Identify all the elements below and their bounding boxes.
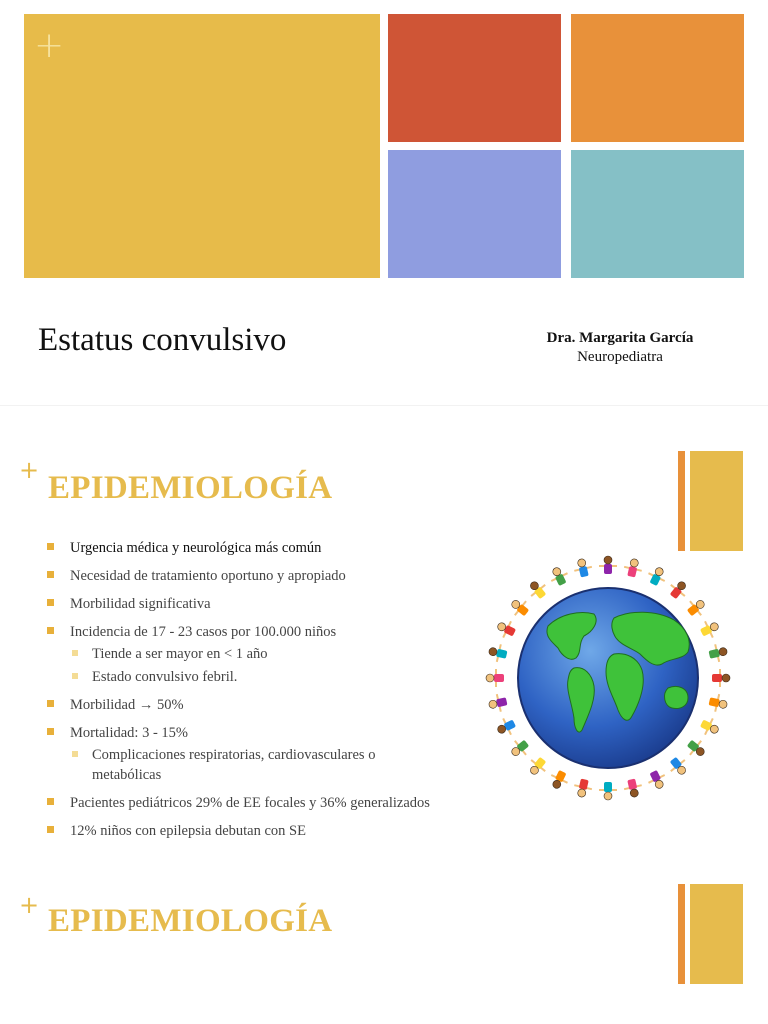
child-figure [622,777,644,799]
color-tile-orange [571,14,744,142]
child-figure [698,617,722,641]
list-item [44,566,444,586]
list-item [44,793,444,813]
accent-bar-thin [678,451,685,551]
child-figure [684,595,709,620]
author-block [520,329,720,367]
list-item-text: Pacientes pediátricos 29% de EE focales y 36% generalizados [70,795,430,811]
continent-australia [665,686,688,708]
slide-divider [0,405,768,406]
color-tile-red [388,14,561,142]
child-figure [486,669,504,687]
bullet-square-icon [47,728,54,735]
plus-icon: + [34,25,65,66]
child-figure [487,692,509,714]
child-figure [572,777,594,799]
sub-list [70,745,444,785]
child-figure [666,577,691,602]
globe-illustration [482,548,734,806]
sub-list-item [70,667,444,687]
bullet-square-icon [47,798,54,805]
color-tile-teal [571,150,744,278]
list-item-text: Necesidad de tratamiento oportuno y apropiado [70,568,346,584]
sub-list [70,644,444,687]
accent-bar-thick [690,451,743,551]
bullet-square-icon [47,700,54,707]
child-figure [698,715,722,739]
child-figure [507,736,532,761]
sub-bullet-square-icon [72,650,78,656]
bullet-square-icon [47,826,54,833]
child-figure [707,692,729,714]
child-figure [666,754,691,779]
list-item-text: Morbilidad → 50% [70,697,184,713]
list-item-text: Incidencia de 17 - 23 casos por 100.000 niños [70,624,337,640]
child-figure [572,557,594,579]
list-item [44,538,444,558]
slide-heading: EPIDEMIOLOGÍA [48,903,333,939]
child-figure [487,642,509,664]
child-figure [494,617,518,641]
child-figure [645,564,669,588]
child-figure [599,782,617,800]
sub-bullet-square-icon [72,751,78,757]
child-figure [494,715,518,739]
plus-icon: + [19,891,40,919]
child-figure [547,564,571,588]
bullet-list [44,538,444,849]
sub-list-item-text: Estado convulsivo febril. [92,669,238,685]
color-tile-yellow [24,14,380,278]
bullet-square-icon [47,599,54,606]
color-tile-blue [388,150,561,278]
child-figure [507,595,532,620]
child-figure [525,577,550,602]
child-figure [525,754,550,779]
slide-heading: EPIDEMIOLOGÍA [48,470,333,506]
child-figure [712,669,730,687]
globe-with-children-icon [482,548,734,806]
list-item [44,594,444,614]
list-item-text: Mortalidad: 3 - 15% [70,725,188,741]
sub-bullet-square-icon [72,673,78,679]
child-figure [707,642,729,664]
sub-list-item-text: Tiende a ser mayor en < 1 año [92,646,268,662]
accent-bar-thick [690,884,743,984]
child-figure [622,557,644,579]
child-figure [599,556,617,574]
list-item [44,622,444,687]
list-item-text: Urgencia médica y neurológica más común [70,540,322,556]
list-item-text: 12% niños con epilepsia debutan con SE [70,823,306,839]
sub-list-item [70,745,444,785]
child-figure [684,736,709,761]
sub-list-item-text: Complicaciones respiratorias, cardiovasculares o metabólicas [92,747,376,783]
child-figure [547,768,571,792]
sub-list-item [70,644,444,664]
list-item [44,821,444,841]
plus-icon: + [19,456,40,484]
author-role: Neuropediatra [577,349,663,365]
list-item-text: Morbilidad significativa [70,596,211,612]
list-item [44,695,444,715]
presentation-title: Estatus convulsivo [38,322,287,358]
bullet-square-icon [47,627,54,634]
accent-bar-thin [678,884,685,984]
list-item [44,723,444,785]
child-figure [645,768,669,792]
author-name: Dra. Margarita García [546,330,694,346]
bullet-square-icon [47,571,54,578]
bullet-square-icon [47,543,54,550]
